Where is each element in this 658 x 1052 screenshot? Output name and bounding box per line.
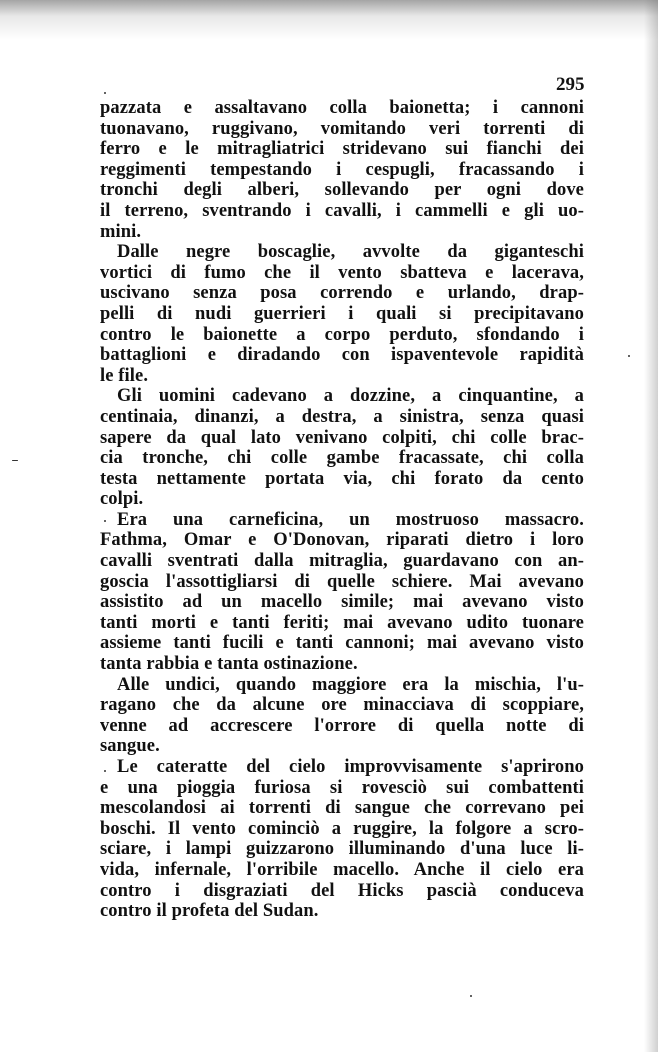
text-line-content: sangue. xyxy=(100,736,160,757)
text-line xyxy=(100,98,584,119)
text-line-content: ragano che da alcune ore minacciava di scoppiare, xyxy=(100,695,584,716)
scan-speck xyxy=(104,92,106,94)
text-line xyxy=(100,407,584,428)
text-line xyxy=(100,695,584,716)
text-line-content: venne ad accrescere l'orrore di quella notte di xyxy=(100,715,584,736)
text-line-content: uscivano senza posa correndo e urlando, drap- xyxy=(100,283,584,304)
page-number: 295 xyxy=(556,74,585,95)
paragraph xyxy=(100,510,584,675)
text-line xyxy=(100,428,584,449)
text-line-content: sciare, i lampi guizzarono illuminando d'una luce li- xyxy=(100,839,584,860)
text-line xyxy=(100,510,584,531)
text-line xyxy=(100,675,584,696)
text-line xyxy=(100,345,584,366)
text-line xyxy=(100,180,584,201)
text-line xyxy=(100,366,584,387)
text-line xyxy=(100,736,584,757)
text-line-content: battaglioni e diradando con ispaventevole rapidità xyxy=(100,345,584,366)
text-line-content: mescolandosi ai torrenti di sangue che correvano pei xyxy=(100,798,584,819)
text-line xyxy=(100,119,584,140)
text-line-content: contro i disgraziati del Hicks pascià conduceva xyxy=(100,880,584,901)
paragraph xyxy=(100,98,584,242)
text-line-content: Alle undici, quando maggiore era la mischia, l'u- xyxy=(117,674,584,695)
text-line-content: testa nettamente portata via, chi forato da cento xyxy=(100,468,584,489)
scan-speck xyxy=(628,355,630,357)
text-line xyxy=(100,860,584,881)
text-line xyxy=(100,283,584,304)
text-line-content: Gli uomini cadevano a dozzine, a cinquantine, a xyxy=(117,386,584,407)
paragraph xyxy=(100,757,584,922)
text-line-content: tanta rabbia e tanta ostinazione. xyxy=(100,654,358,675)
paragraph xyxy=(100,242,584,386)
text-line xyxy=(100,551,584,572)
text-line-content: vortici di fumo che il vento sbatteva e lacerava, xyxy=(100,262,584,283)
text-line-content: tronchi degli alberi, sollevando per ogni dove xyxy=(100,180,584,201)
text-line-content: il terreno, sventrando i cavalli, i cammelli e gli uo- xyxy=(100,200,584,221)
text-line-content: colpi. xyxy=(100,489,144,510)
text-line xyxy=(100,304,584,325)
text-line xyxy=(100,654,584,675)
text-line-content: tuonavano, ruggivano, vomitando veri torrenti di xyxy=(100,118,584,139)
text-line xyxy=(100,881,584,902)
text-line xyxy=(100,201,584,222)
text-line xyxy=(100,798,584,819)
text-line xyxy=(100,778,584,799)
text-line xyxy=(100,469,584,490)
text-line-content: cavalli sventrati dalla mitraglia, guardavano con an- xyxy=(100,551,584,572)
text-line-content: tanti morti e tanti feriti; mai avevano udito tuonare xyxy=(100,612,584,633)
text-line xyxy=(100,448,584,469)
text-line xyxy=(100,222,584,243)
scan-edge-shadow-right xyxy=(644,0,658,1052)
text-line-content: e una pioggia furiosa si rovesciò sui combattenti xyxy=(100,777,584,798)
text-line xyxy=(100,325,584,346)
text-line xyxy=(100,757,584,778)
text-line-content: goscia l'assottigliarsi di quelle schiere. Mai avevano xyxy=(100,571,584,592)
text-line xyxy=(100,839,584,860)
text-line xyxy=(100,530,584,551)
text-line-content: Fathma, Omar e O'Donovan, riparati dietro i loro xyxy=(100,530,584,551)
text-line-content: reggimenti tempestando i cespugli, fracassando i xyxy=(100,159,584,180)
text-line xyxy=(100,572,584,593)
text-line-content: vida, infernale, l'orribile macello. Anche il cielo era xyxy=(100,859,584,880)
paragraph xyxy=(100,675,584,757)
text-line xyxy=(100,613,584,634)
text-line-content: mini. xyxy=(100,221,142,242)
text-line xyxy=(100,592,584,613)
text-line-content: assieme tanti fucili e tanti cannoni; mai avevano visto xyxy=(100,633,584,654)
text-line-content: boschi. Il vento cominciò a ruggire, la folgore a scro- xyxy=(100,818,584,839)
text-line-content: le file. xyxy=(100,365,149,386)
text-line xyxy=(100,263,584,284)
text-line xyxy=(100,386,584,407)
text-line-content: centinaia, dinanzi, a destra, a sinistra, senza quasi xyxy=(100,406,584,427)
text-line-content: Le cateratte del cielo improvvisamente s'aprirono xyxy=(117,757,584,777)
text-line-content: Dalle negre boscaglie, avvolte da giganteschi xyxy=(117,242,584,263)
text-line xyxy=(100,819,584,840)
text-line-content: sapere da qual lato venivano colpiti, chi colle brac- xyxy=(100,427,584,448)
scan-speck xyxy=(470,995,472,997)
text-line-content: pelli di nudi guerrieri i quali si precipitavano xyxy=(100,303,584,324)
text-line-content: Era una carneficina, un mostruoso massacro. xyxy=(117,509,584,530)
paragraph xyxy=(100,386,584,510)
text-line xyxy=(100,489,584,510)
text-line-content: assistito ad un macello simile; mai avevano visto xyxy=(100,592,584,613)
text-line-content: ferro e le mitragliatrici stridevano sui fianchi dei xyxy=(100,139,584,160)
text-line xyxy=(100,901,584,922)
text-line xyxy=(100,139,584,160)
text-line-content: contro il profeta del Sudan. xyxy=(100,901,319,922)
text-line xyxy=(100,716,584,737)
text-line xyxy=(100,242,584,263)
body-text xyxy=(100,98,584,922)
text-line xyxy=(100,160,584,181)
scan-speck xyxy=(12,460,18,461)
text-line-content: cia tronche, chi colle gambe fracassate, chi colla xyxy=(100,448,584,469)
text-line-content: pazzata e assaltavano colla baionetta; i cannoni xyxy=(100,98,584,118)
text-line xyxy=(100,633,584,654)
text-line-content: contro le baionette a corpo perduto, sfondando i xyxy=(100,324,584,345)
scan-edge-shadow xyxy=(0,0,658,40)
